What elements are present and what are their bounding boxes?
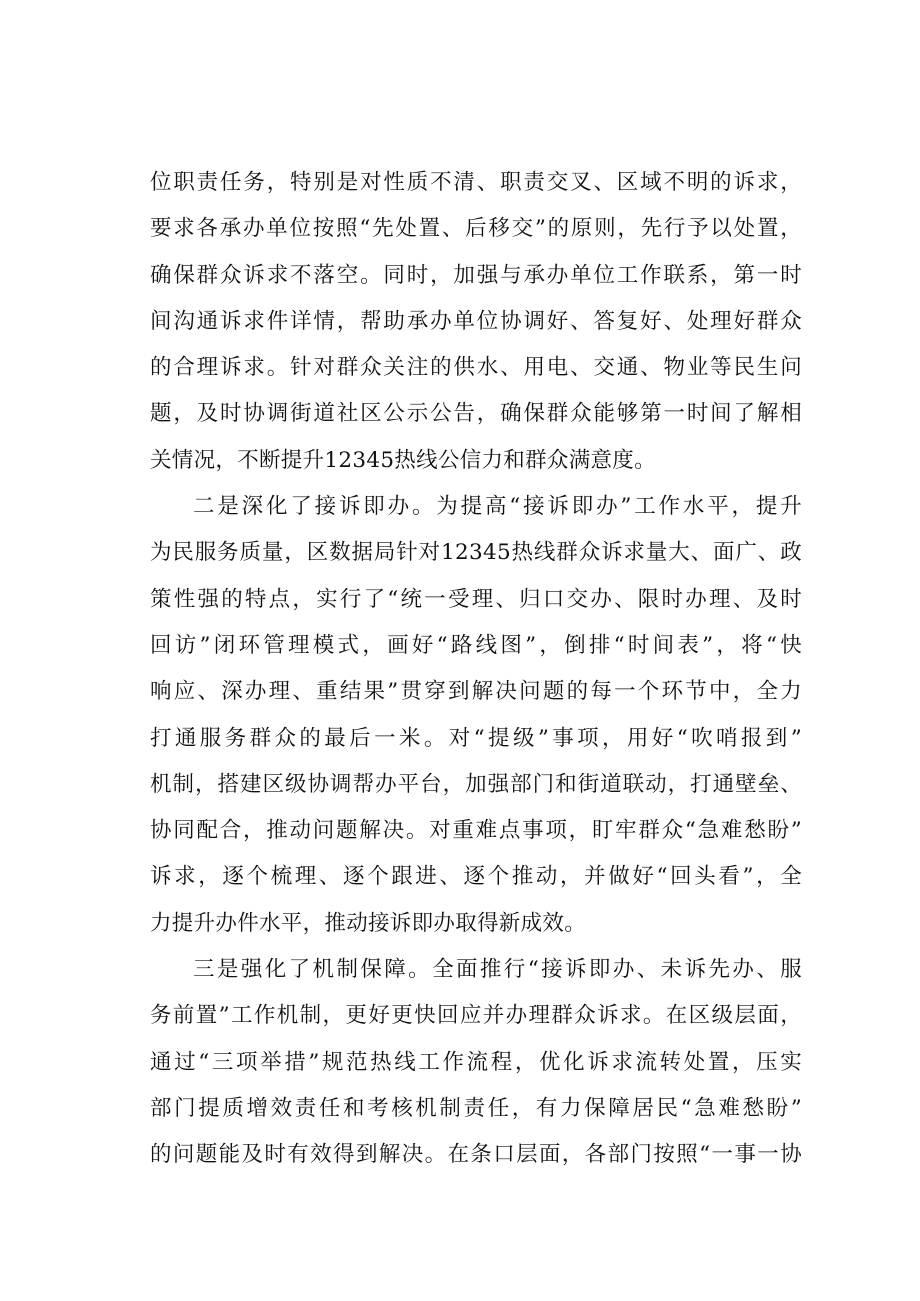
text-line: 机制，搭建区级协调帮办平台，加强部门和街道联动，打通壁垒、 [150,771,802,797]
text-line: 响应、深办理、重结果”贯穿到解决问题的每一个环节中，全力 [150,679,802,705]
text-line: 部门提质增效责任和考核机制责任，有力保障居民“急难愁盼” [150,1095,802,1121]
text-line: 协同配合，推动问题解决。对重难点事项，盯牢群众“急难愁盼” [150,818,802,844]
text-line: 力提升办件水平，推动接诉即办取得新成效。 [150,910,587,936]
document-body [150,160,802,1179]
text-line: 的合理诉求。针对群众关注的供水、用电、交通、物业等民生问 [150,355,802,381]
text-line: 打通服务群众的最后一米。对“提级”事项，用好“吹哨报到” [150,725,802,751]
text-line: 要求各承办单位按照“先处置、后移交”的原则，先行予以处置， [150,216,802,242]
text-line: 关情况，不断提升12345热线公信力和群众满意度。 [150,447,656,473]
text-line: 题，及时协调街道社区公示公告，确保群众能够第一时间了解相 [150,401,802,427]
text-line: 回访”闭环管理模式，画好“路线图”，倒排“时间表”，将“快 [150,632,802,658]
text-line: 确保群众诉求不落空。同时，加强与承办单位工作联系，第一时 [150,262,802,288]
text-line: 的问题能及时有效得到解决。在条口层面，各部门按照“一事一协 [150,1142,802,1168]
text-line: 诉求，逐个梳理、逐个跟进、逐个推动，并做好“回头看”，全 [150,864,802,890]
text-line: 通过“三项举措”规范热线工作流程，优化诉求流转处置，压实 [150,1049,802,1075]
text-line: 位职责任务，特别是对性质不清、职责交叉、区域不明的诉求， [150,170,802,195]
paragraph-first-line: 二是深化了接诉即办。为提高“接诉即办”工作水平，提升 [193,494,802,520]
text-line: 策性强的特点，实行了“统一受理、归口交办、限时办理、及时 [150,586,802,612]
text-line: 为民服务质量，区数据局针对12345热线群众诉求量大、面广、政 [150,540,802,566]
text-line: 务前置”工作机制，更好更快回应并办理群众诉求。在区级层面， [150,1003,802,1029]
text-line: 间沟通诉求件详情，帮助承办单位协调好、答复好、处理好群众 [150,308,802,334]
paragraph-first-line: 三是强化了机制保障。全面推行“接诉即办、未诉先办、服 [193,957,802,983]
